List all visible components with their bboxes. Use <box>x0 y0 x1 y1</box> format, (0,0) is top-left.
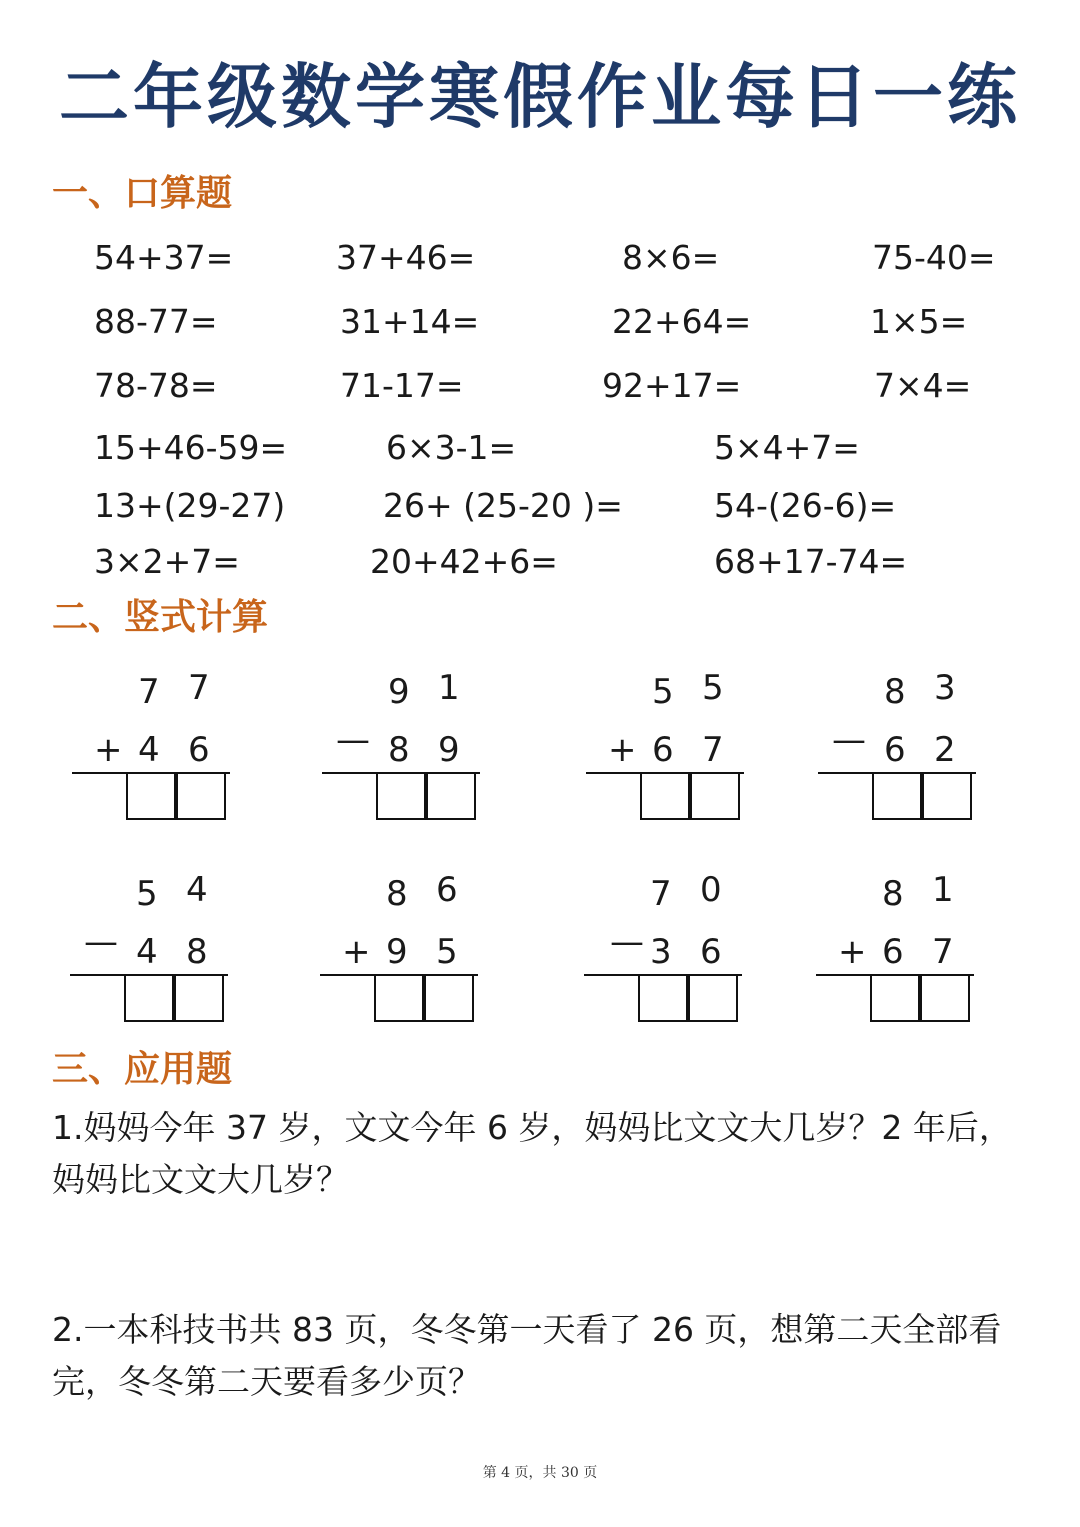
vertical-digit: 5 <box>136 874 158 914</box>
vertical-operator: — <box>610 922 644 962</box>
oral-problem: 68+17-74= <box>714 542 908 581</box>
vertical-digit: 7 <box>138 672 160 712</box>
answer-box[interactable] <box>640 774 690 820</box>
vertical-calc <box>70 870 240 1030</box>
oral-problem: 78-78= <box>94 366 218 405</box>
vertical-digit: 2 <box>934 730 956 770</box>
vertical-digit: 4 <box>186 870 208 910</box>
answer-box[interactable] <box>374 976 424 1022</box>
answer-box[interactable] <box>426 774 476 820</box>
vertical-calc <box>584 870 754 1030</box>
answer-box[interactable] <box>872 774 922 820</box>
answer-box[interactable] <box>176 774 226 820</box>
vertical-digit: 7 <box>702 730 724 770</box>
oral-problem: 1×5= <box>870 302 968 341</box>
answer-box[interactable] <box>870 976 920 1022</box>
oral-problem: 37+46= <box>336 238 476 277</box>
answer-box[interactable] <box>690 774 740 820</box>
oral-problem: 31+14= <box>340 302 480 341</box>
answer-box[interactable] <box>920 976 970 1022</box>
section-heading-word-problems: 三、应用题 <box>52 1049 233 1090</box>
vertical-digit: 9 <box>388 672 410 712</box>
vertical-digit: 5 <box>652 672 674 712</box>
vertical-digit: 9 <box>386 932 408 972</box>
vertical-operator: + <box>608 730 637 770</box>
vertical-digit: 1 <box>438 668 460 708</box>
vertical-digit: 5 <box>702 668 724 708</box>
vertical-operator: + <box>94 730 123 770</box>
oral-problem: 3×2+7= <box>94 542 240 581</box>
vertical-digit: 3 <box>934 668 956 708</box>
answer-box[interactable] <box>638 976 688 1022</box>
vertical-calc <box>816 870 986 1030</box>
vertical-digit: 5 <box>436 932 458 972</box>
oral-problem: 15+46-59= <box>94 428 288 467</box>
oral-problem: 22+64= <box>612 302 752 341</box>
vertical-digit: 0 <box>700 870 722 910</box>
vertical-operator: + <box>342 932 371 972</box>
vertical-digit: 6 <box>882 932 904 972</box>
oral-problem: 6×3-1= <box>386 428 517 467</box>
answer-box[interactable] <box>126 774 176 820</box>
oral-problem: 75-40= <box>872 238 996 277</box>
section-heading-oral: 一、口算题 <box>52 173 233 214</box>
vertical-digit: 7 <box>650 874 672 914</box>
vertical-calc <box>72 668 242 828</box>
page-footer: 第 4 页，共 30 页 <box>482 1465 598 1481</box>
oral-problem: 8×6= <box>622 238 720 277</box>
vertical-digit: 6 <box>700 932 722 972</box>
vertical-operator: — <box>336 720 370 760</box>
page-title: 二年级数学寒假作业每日一练 <box>59 56 1021 138</box>
vertical-calc <box>320 870 490 1030</box>
answer-box[interactable] <box>376 774 426 820</box>
vertical-operator: — <box>84 922 118 962</box>
oral-problem: 92+17= <box>602 366 742 405</box>
vertical-digit: 6 <box>188 730 210 770</box>
section-heading-vertical: 二、竖式计算 <box>52 597 269 638</box>
vertical-digit: 4 <box>138 730 160 770</box>
vertical-digit: 8 <box>884 672 906 712</box>
vertical-operator: + <box>838 932 867 972</box>
oral-problem: 7×4= <box>874 366 972 405</box>
vertical-digit: 8 <box>882 874 904 914</box>
answer-box[interactable] <box>688 976 738 1022</box>
vertical-calc <box>818 668 988 828</box>
vertical-digit: 8 <box>388 730 410 770</box>
vertical-digit: 7 <box>188 668 210 708</box>
oral-problem: 54-(26-6)= <box>714 486 897 525</box>
oral-problem: 20+42+6= <box>370 542 558 581</box>
word-problem-2: 2.一本科技书共 83 页，冬冬第一天看了 26 页，想第二天全部看完，冬冬第二天要看多少页？ <box>52 1310 1002 1401</box>
vertical-calc <box>586 668 756 828</box>
vertical-digit: 6 <box>652 730 674 770</box>
vertical-digit: 8 <box>186 932 208 972</box>
vertical-digit: 6 <box>884 730 906 770</box>
oral-problem: 54+37= <box>94 238 234 277</box>
answer-box[interactable] <box>174 976 224 1022</box>
answer-box[interactable] <box>124 976 174 1022</box>
vertical-digit: 9 <box>438 730 460 770</box>
oral-problem: 88-77= <box>94 302 218 341</box>
answer-box[interactable] <box>922 774 972 820</box>
word-problem-1: 1.妈妈今年 37 岁，文文今年 6 岁，妈妈比文文大几岁？2 年后，妈妈比文文大几岁？ <box>52 1108 1012 1199</box>
vertical-digit: 7 <box>932 932 954 972</box>
oral-problem: 13+(29-27) <box>94 486 286 525</box>
vertical-operator: — <box>832 720 866 760</box>
vertical-digit: 4 <box>136 932 158 972</box>
vertical-digit: 6 <box>436 870 458 910</box>
vertical-digit: 3 <box>650 932 672 972</box>
oral-problem: 26+ (25-20 )= <box>383 486 623 525</box>
oral-problem: 71-17= <box>340 366 464 405</box>
vertical-digit: 8 <box>386 874 408 914</box>
answer-box[interactable] <box>424 976 474 1022</box>
oral-problem: 5×4+7= <box>714 428 860 467</box>
vertical-calc <box>322 668 492 828</box>
vertical-digit: 1 <box>932 870 954 910</box>
